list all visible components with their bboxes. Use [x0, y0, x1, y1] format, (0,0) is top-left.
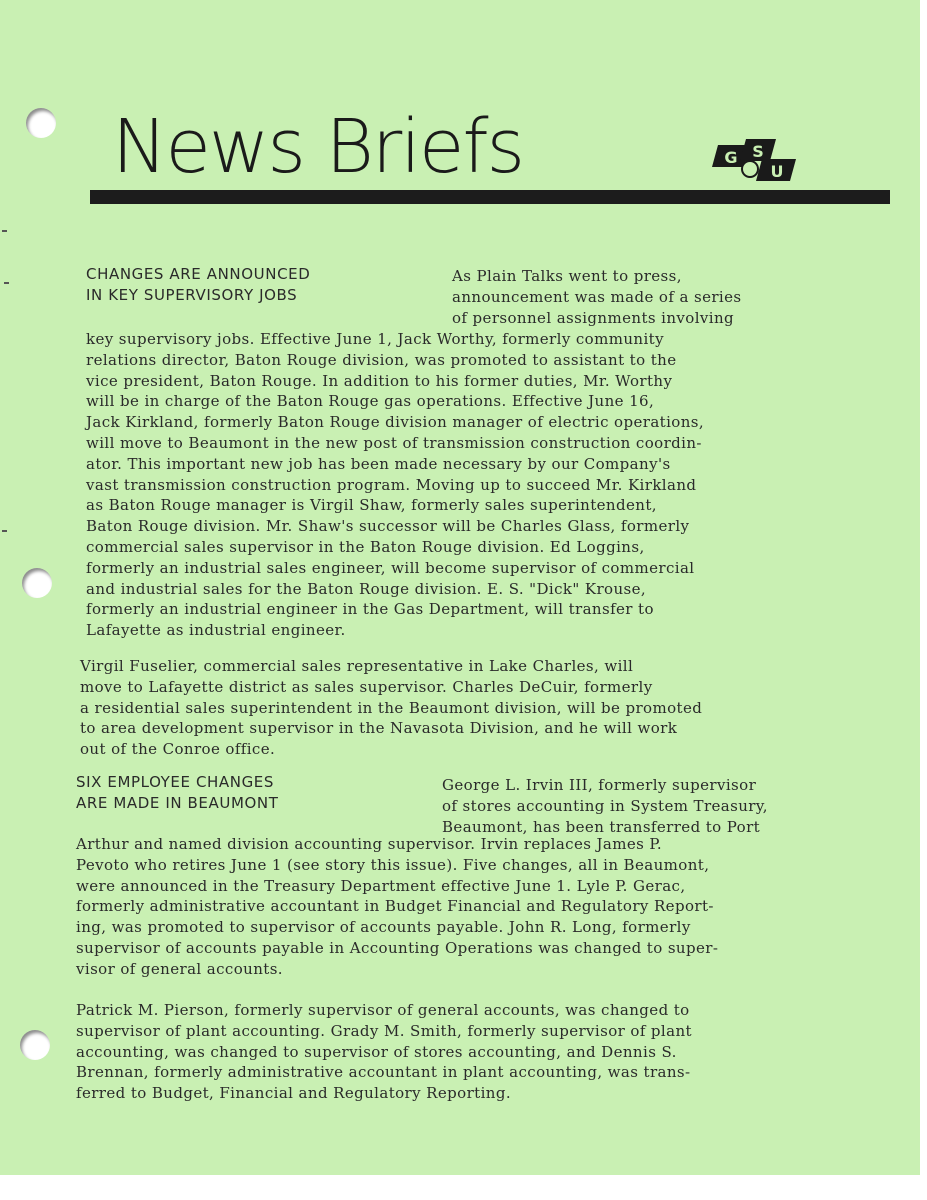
story1-intro: As Plain Talks went to press, announcement was made of a series of personnel assignments involving: [452, 267, 742, 327]
margin-mark: [4, 282, 9, 284]
logo-letter: U: [770, 162, 784, 181]
margin-mark: [2, 230, 7, 232]
story2-paragraph-2: Patrick M. Pierson, formerly supervisor of general accounts, was changed to supervisor of plant accounting. Grady M. Smith, formerly supervisor of plant accounting, was changed to supervisor of stores accounting, and Dennis S. Brennan, formerly administrative accountant in plant accounting, was trans- ferred to Budget, Financial and Regulatory Reporting.: [76, 1001, 692, 1103]
logo-letter: S: [752, 142, 764, 161]
masthead-rule: [90, 190, 890, 204]
story2-intro: George L. Irvin III, formerly supervisor of stores accounting in System Treasury, Beaumont, has been transferred to Port: [442, 776, 768, 836]
story1-headline: CHANGES ARE ANNOUNCED IN KEY SUPERVISORY JOBS: [86, 265, 311, 304]
story1-body: key supervisory jobs. Effective June 1, Jack Worthy, formerly community relations director, Baton Rouge division, was promoted to assistant to the vice president, Baton Rouge. In addition to his former duties, Mr. Worthy will be in charge of the Baton Rouge gas operations. Effective June 16, Jack Kirkland, formerly Baton Rouge division manager of electric operations, will move to Beaumont in the new post of transmission construction coordin- ator. This important new job has been made necessary by our Company's vast transmission construction program. Moving up to succeed Mr. Kirkland as Baton Rouge manager is Virgil Shaw, formerly sales superintendent, Baton Rouge division. Mr. Shaw's successor will be Charles Glass, formerly commercial sales supervisor in the Baton Rouge division. Ed Loggins, formerly an industrial sales engineer, will become supervisor of commercial and industrial sales for the Baton Rouge division. E. S. "Dick" Krouse, formerly an industrial engineer in the Gas Department, will transfer to Lafayette as industrial engineer.: [86, 330, 705, 640]
story1-paragraph-2: Virgil Fuselier, commercial sales representative in Lake Charles, will move to Lafayette district as sales supervisor. Charles DeCuir, formerly a residential sales superintendent in the Beaumont division, will be promoted to area development supervisor in the Navasota Division, and he will work out of the Conroe office.: [80, 657, 703, 759]
gsu-logo: [710, 137, 798, 183]
punch-hole: [26, 108, 56, 138]
masthead-title: News Briefs: [112, 104, 524, 190]
margin-mark: [2, 530, 7, 532]
punch-hole: [20, 1030, 50, 1060]
punch-hole: [22, 568, 52, 598]
story2-body: Arthur and named division accounting supervisor. Irvin replaces James P. Pevoto who retires June 1 (see story this issue). Five changes, all in Beaumont, were announced in the Treasury Department effective June 1. Lyle P. Gerac, formerly administrative accountant in Budget Financial and Regulatory Report- ing, was promoted to supervisor of accounts payable. John R. Long, formerly supervisor of accounts payable in Accounting Operations was changed to super- visor of general accounts.: [76, 835, 719, 978]
logo-letter: G: [724, 148, 738, 167]
story2-headline: SIX EMPLOYEE CHANGES ARE MADE IN BEAUMONT: [76, 773, 279, 812]
